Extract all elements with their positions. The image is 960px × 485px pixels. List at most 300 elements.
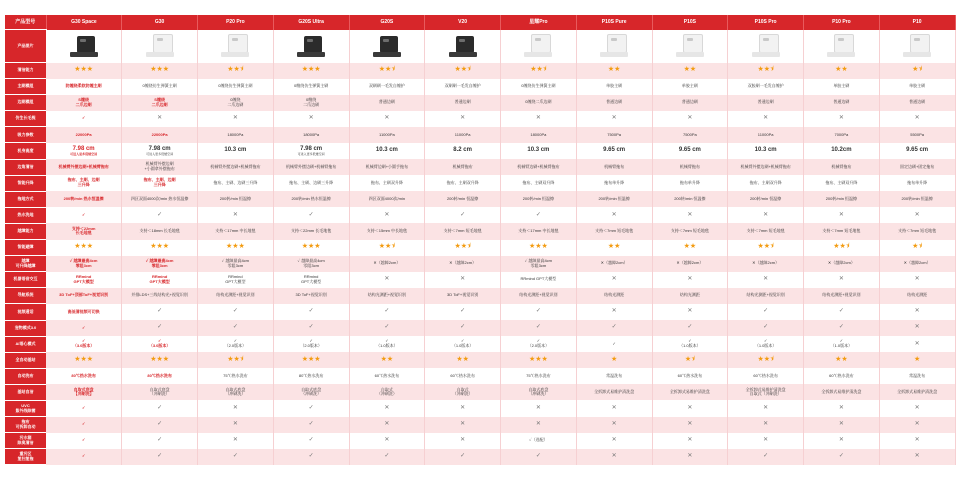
spec-value: 0缠绕 二爪边刷 xyxy=(303,96,320,107)
spec-cell xyxy=(349,417,425,433)
spec-cell xyxy=(198,304,274,320)
spec-value: 支持＜7mm 短毛地毯 xyxy=(595,228,634,234)
spec-cell xyxy=(804,223,880,239)
spec-label: 越障 可升降越障 xyxy=(5,256,46,272)
spec-label: 边角清洁 xyxy=(5,159,46,175)
spec-value: 9.65 cm xyxy=(678,147,701,154)
highlight-value: 22000Pa xyxy=(151,131,168,137)
spec-value: 拖布、主刷双升降 xyxy=(749,179,782,185)
rating-stars: ★⯨ xyxy=(912,66,923,74)
feature-mark: ✕ xyxy=(687,308,693,315)
feature-mark: ✕ xyxy=(838,404,844,411)
spec-value: ✕（越障2cm） xyxy=(752,260,780,266)
spec-cell xyxy=(122,207,198,223)
rating-stars: ★★⯨ xyxy=(454,243,471,251)
spec-cell xyxy=(652,111,728,127)
spec-cell xyxy=(501,240,577,256)
spec-cell xyxy=(804,449,880,465)
spec-cell xyxy=(425,384,501,400)
spec-cell xyxy=(879,272,955,288)
feature-mark: ✕ xyxy=(838,437,844,444)
spec-cell xyxy=(425,63,501,79)
spec-cell xyxy=(728,191,804,207)
spec-cell xyxy=(652,433,728,449)
feature-mark: ✕ xyxy=(763,404,769,411)
spec-row xyxy=(5,207,955,223)
highlight-value: RRmind GPT大模型 xyxy=(73,273,94,284)
spec-cell xyxy=(652,207,728,223)
feature-mark: ✕ xyxy=(460,437,466,444)
spec-row xyxy=(5,95,955,111)
spec-cell xyxy=(501,384,577,400)
feature-mark: ✕ xyxy=(763,276,769,283)
spec-value: 7000Pa xyxy=(834,131,849,137)
highlight-value: 支持＜22mm 长毛地毯 xyxy=(71,225,96,236)
spec-cell xyxy=(728,223,804,239)
feature-mark: ✓ xyxy=(535,308,541,315)
spec-cell xyxy=(501,400,577,416)
spec-cell xyxy=(652,400,728,416)
spec-cell xyxy=(501,95,577,111)
spec-cell xyxy=(804,191,880,207)
spec-value: 60℃热水洗布 xyxy=(450,372,475,378)
spec-cell xyxy=(576,417,652,433)
spec-value: 单胶主刷 xyxy=(681,83,698,89)
spec-value: 拖布单升降 xyxy=(604,179,625,185)
feature-mark: ✓ xyxy=(157,404,163,411)
spec-value: 结构光测距+视觉识别 xyxy=(367,292,407,298)
spec-value: 10.3 cm xyxy=(527,147,550,154)
spec-cell xyxy=(122,111,198,127)
feature-mark: ✓ xyxy=(535,453,541,460)
spec-cell xyxy=(122,143,198,159)
feature-mark: ✕ xyxy=(535,404,541,411)
header-row xyxy=(5,15,955,30)
spec-cell xyxy=(576,336,652,352)
spec-value: 普通边刷 xyxy=(606,99,623,105)
highlight-value: ✓ （3.0版本） xyxy=(148,338,171,349)
spec-value: 60℃热水洗布 xyxy=(829,372,854,378)
spec-cell xyxy=(728,240,804,256)
spec-cell xyxy=(576,320,652,336)
highlight-value: 拖布、主刷、边刷 三升降 xyxy=(67,177,100,188)
spec-cell xyxy=(501,256,577,272)
spec-cell xyxy=(273,63,349,79)
feature-mark: ✓ xyxy=(157,453,163,460)
rating-stars: ★⯨ xyxy=(684,356,695,364)
spec-label: 边刷模组 xyxy=(5,95,46,111)
spec-cell xyxy=(425,368,501,384)
spec-cell xyxy=(198,256,274,272)
spec-cell xyxy=(46,159,122,175)
spec-cell xyxy=(273,272,349,288)
spec-cell xyxy=(122,95,198,111)
spec-value: 60℃热水洗布 xyxy=(374,372,400,378)
spec-cell xyxy=(879,79,955,95)
spec-value: 结构光测距 xyxy=(604,292,625,298)
spec-cell xyxy=(198,207,274,223)
feature-mark: ✓ xyxy=(308,437,314,444)
spec-label: 宠物模式3.0 xyxy=(5,320,46,336)
spec-value: 9.65 cm xyxy=(906,147,929,154)
spec-cell xyxy=(349,95,425,111)
spec-cell xyxy=(576,79,652,95)
robot-vacuum-station-image xyxy=(747,33,785,59)
spec-cell xyxy=(273,320,349,336)
spec-cell xyxy=(122,256,198,272)
spec-cell xyxy=(879,304,955,320)
spec-value: 3D ToF+视觉识别 xyxy=(295,292,327,298)
spec-label: 重污区 复扫复拖 xyxy=(5,449,46,465)
spec-value: 全拆卸式易维护清洗盘 自取式（冲刷洗） xyxy=(745,386,786,397)
spec-label: AI语心模式 xyxy=(5,336,46,352)
spec-cell xyxy=(652,223,728,239)
spec-cell xyxy=(349,256,425,272)
feature-mark: ✕ xyxy=(914,324,920,331)
spec-cell xyxy=(501,175,577,191)
spec-cell xyxy=(46,63,122,79)
rating-stars: ★★★ xyxy=(74,66,94,74)
spec-cell xyxy=(425,352,501,368)
spec-cell xyxy=(728,288,804,304)
spec-value: 支持＜22mm 长毛地毯 xyxy=(291,228,332,234)
spec-value: 拖布、主刷双升降 xyxy=(370,179,403,185)
rating-stars: ★★★ xyxy=(74,356,94,364)
spec-value: 75℃热水洗布 xyxy=(526,372,551,378)
spec-value: ✓ （1.0版本） xyxy=(376,338,398,349)
feature-mark: ✕ xyxy=(611,421,617,428)
spec-cell xyxy=(728,95,804,111)
spec-cell xyxy=(46,223,122,239)
spec-value: 支持＜17mm 中长地毯 xyxy=(518,228,559,234)
spec-cell xyxy=(273,433,349,449)
feature-mark: ✕ xyxy=(914,437,920,444)
spec-cell xyxy=(728,449,804,465)
product-image-cell xyxy=(349,30,425,63)
spec-cell xyxy=(501,417,577,433)
robot-vacuum-station-image xyxy=(216,33,254,59)
spec-cell xyxy=(349,159,425,175)
spec-value: 结构光测距 xyxy=(907,292,928,298)
spec-cell xyxy=(198,400,274,416)
feature-mark: ✕ xyxy=(384,211,390,218)
rating-stars: ★★★ xyxy=(150,66,170,74)
spec-value: RRmind GPT大模型 xyxy=(520,276,557,282)
spec-value: ✓ （2.0版本） xyxy=(224,338,247,349)
spec-value: 9.65 cm xyxy=(603,147,626,154)
spec-value: 8.2 cm xyxy=(453,147,472,154)
feature-mark: ✓ xyxy=(157,421,163,428)
spec-cell xyxy=(576,384,652,400)
feature-mark: ✕ xyxy=(914,211,920,218)
product-image-cell xyxy=(273,30,349,63)
spec-cell xyxy=(804,256,880,272)
product-image-cell xyxy=(576,30,652,63)
spec-cell xyxy=(273,207,349,223)
spec-cell xyxy=(349,384,425,400)
spec-cell xyxy=(804,63,880,79)
spec-value: 18000Pa xyxy=(530,131,547,137)
spec-value: ✓ （1.0版本） xyxy=(754,338,777,349)
spec-value: ✕（越障2cm） xyxy=(600,260,628,266)
spec-cell xyxy=(879,63,955,79)
spec-cell xyxy=(879,191,955,207)
feature-mark: ✓ xyxy=(763,453,769,460)
spec-row xyxy=(5,272,955,288)
spec-cell xyxy=(198,79,274,95)
spec-value: 自取式底盘 （冲刷洗） xyxy=(301,386,322,397)
spec-cell xyxy=(349,143,425,159)
spec-cell xyxy=(804,288,880,304)
spec-value: 拖布单升降 xyxy=(907,179,928,185)
spec-label: 清洁能力 xyxy=(5,63,46,79)
spec-cell xyxy=(728,320,804,336)
feature-mark: ✕ xyxy=(611,404,617,411)
feature-mark: ✕ xyxy=(914,115,920,122)
spec-cell xyxy=(576,368,652,384)
product-image-cell xyxy=(728,30,804,63)
spec-cell xyxy=(273,449,349,465)
spec-cell xyxy=(46,256,122,272)
spec-cell xyxy=(576,223,652,239)
feature-mark: ✕ xyxy=(687,453,693,460)
spec-label: UVC 紫外线除菌 xyxy=(5,400,46,416)
spec-cell xyxy=(349,63,425,79)
spec-cell xyxy=(576,143,652,159)
rating-stars: ★★★ xyxy=(301,356,321,364)
spec-value: 5500Pa xyxy=(910,131,925,137)
feature-mark: ✓ xyxy=(687,324,693,331)
rating-stars: ★ xyxy=(913,356,921,364)
spec-cell xyxy=(652,191,728,207)
rating-stars: ★ xyxy=(610,356,618,364)
spec-value: 200转/min 恒温擦 xyxy=(446,195,479,201)
spec-cell xyxy=(652,320,728,336)
feature-mark: ✓ xyxy=(384,324,390,331)
feature-mark: ✕ xyxy=(460,421,466,428)
spec-value: 普通边刷 xyxy=(454,99,471,105)
spec-cell xyxy=(728,368,804,384)
spec-cell xyxy=(879,336,955,352)
spec-row xyxy=(5,352,955,368)
spec-cell xyxy=(804,175,880,191)
spec-cell xyxy=(46,95,122,111)
spec-value: 四区双面4000次/min xyxy=(368,195,406,201)
spec-cell xyxy=(501,288,577,304)
spec-cell xyxy=(198,320,274,336)
spec-cell xyxy=(879,288,955,304)
highlight-value: ✓ 越障最高4cm 零阻3cm xyxy=(69,257,98,268)
spec-cell xyxy=(501,143,577,159)
spec-cell xyxy=(349,240,425,256)
product-name: P10 xyxy=(879,15,955,30)
spec-cell xyxy=(501,352,577,368)
spec-value: 单胶主刷 xyxy=(833,83,850,89)
robot-vacuum-station-image xyxy=(292,33,330,59)
spec-row xyxy=(5,191,955,207)
image-row-label: 产品图片 xyxy=(5,30,46,63)
spec-cell xyxy=(501,272,577,288)
spec-cell xyxy=(46,143,122,159)
spec-label: 拖布 可拆卸自动 xyxy=(5,417,46,433)
spec-cell xyxy=(728,336,804,352)
spec-cell xyxy=(804,368,880,384)
spec-value: 3D ToF+视觉识别 xyxy=(447,292,479,298)
spec-value: 自取式 （冲刷洗） xyxy=(376,386,397,397)
spec-cell xyxy=(576,449,652,465)
spec-value: 支持＜7mm 短毛地毯 xyxy=(746,228,785,234)
spec-value: ✓ （2.0版本） xyxy=(527,338,550,349)
spec-cell xyxy=(879,240,955,256)
spec-cell xyxy=(122,191,198,207)
robot-vacuum-station-image xyxy=(141,33,179,59)
spec-cell xyxy=(46,127,122,143)
spec-cell xyxy=(804,352,880,368)
spec-cell xyxy=(501,127,577,143)
spec-cell xyxy=(804,400,880,416)
image-row xyxy=(5,30,955,63)
spec-value: 支持＜7mm 短毛地毯 xyxy=(670,228,709,234)
comparison-table xyxy=(5,15,956,465)
rating-stars: ★★ xyxy=(683,243,697,251)
product-image-cell xyxy=(46,30,122,63)
spec-value: 拖布单升降 xyxy=(679,179,700,185)
robot-vacuum-station-image xyxy=(595,33,633,59)
spec-cell xyxy=(652,256,728,272)
spec-value: 60℃热水洗布 xyxy=(753,372,778,378)
spec-cell xyxy=(46,336,122,352)
spec-cell xyxy=(349,336,425,352)
spec-cell xyxy=(425,304,501,320)
spec-cell xyxy=(501,304,577,320)
highlight-value: 3D ToF+顶部ToF+视觉识别 xyxy=(59,292,109,298)
spec-value: 18000Pa xyxy=(303,131,320,137)
spec-cell xyxy=(273,159,349,175)
feature-mark: ✕ xyxy=(687,421,693,428)
feature-mark: ✕ xyxy=(838,115,844,122)
spec-cell xyxy=(122,79,198,95)
spec-cell xyxy=(198,417,274,433)
spec-cell xyxy=(46,320,122,336)
highlight-value: ✓ xyxy=(81,421,86,427)
spec-value: 200转/min 恒温擦 xyxy=(522,195,555,201)
highlight-value: 高低清视频可切换 xyxy=(67,308,100,314)
spec-value: 自取式 （冲刷洗） xyxy=(452,386,473,397)
spec-label: 机器语音交互 xyxy=(5,272,46,288)
spec-cell xyxy=(122,272,198,288)
product-image-cell xyxy=(804,30,880,63)
spec-cell xyxy=(576,175,652,191)
spec-value: 拖布、主刷、边刷三升降 xyxy=(289,179,334,185)
spec-cell xyxy=(425,95,501,111)
spec-cell xyxy=(122,159,198,175)
spec-cell xyxy=(122,352,198,368)
feature-mark: ✓ xyxy=(838,453,844,460)
spec-cell xyxy=(122,63,198,79)
spec-cell xyxy=(576,256,652,272)
spec-value: 全拆卸式易维护清洗盘 xyxy=(669,389,710,395)
feature-mark: ✓ xyxy=(460,308,466,315)
spec-cell xyxy=(122,384,198,400)
spec-cell xyxy=(501,336,577,352)
spec-cell xyxy=(349,352,425,368)
feature-mark: ✕ xyxy=(914,421,920,428)
spec-value: 200转/min 恒温擦 xyxy=(598,195,630,201)
spec-value: 200转/min 恒温擦 xyxy=(749,195,782,201)
spec-cell xyxy=(198,191,274,207)
spec-value: 60℃热水洗布 xyxy=(677,372,703,378)
rating-stars: ★★ xyxy=(835,66,848,74)
spec-cell xyxy=(46,304,122,320)
spec-cell xyxy=(879,159,955,175)
feature-mark: ✕ xyxy=(232,115,238,122)
spec-cell xyxy=(576,288,652,304)
feature-mark: ✓ xyxy=(157,437,163,444)
spec-cell xyxy=(198,175,274,191)
spec-cell xyxy=(728,175,804,191)
spec-cell xyxy=(501,79,577,95)
spec-value: 拖布、主刷双升降 xyxy=(446,179,479,185)
spec-value: 并排LDS+三线结构光+视觉识别 xyxy=(131,292,188,298)
spec-cell xyxy=(46,240,122,256)
highlight-value: 机械臂外摆边刷+机械臂拖布 xyxy=(58,163,109,169)
rating-stars: ★★⯨ xyxy=(757,243,774,251)
spec-cell xyxy=(425,433,501,449)
rating-stars: ★★★ xyxy=(528,243,548,251)
feature-mark: ✕ xyxy=(687,115,693,122)
spec-row xyxy=(5,336,955,352)
feature-mark: ✓ xyxy=(460,211,466,218)
spec-cell xyxy=(576,433,652,449)
spec-row xyxy=(5,304,955,320)
spec-cell xyxy=(46,449,122,465)
spec-cell xyxy=(652,79,728,95)
spec-cell xyxy=(652,272,728,288)
spec-value: 普通边刷 xyxy=(757,99,774,105)
spec-cell xyxy=(198,272,274,288)
spec-row xyxy=(5,127,955,143)
spec-cell xyxy=(501,191,577,207)
spec-value: 支持＜7mm 短毛地毯 xyxy=(822,228,861,234)
spec-cell xyxy=(349,79,425,95)
product-name: P10S xyxy=(652,15,728,30)
spec-cell xyxy=(879,207,955,223)
spec-row xyxy=(5,111,955,127)
product-image-cell xyxy=(879,30,955,63)
feature-mark: ✓ xyxy=(384,453,390,460)
spec-value: 80℃热水洗布 xyxy=(298,372,324,378)
spec-cell xyxy=(46,191,122,207)
rating-stars: ★★⯨ xyxy=(530,66,547,74)
spec-value: 200转/min 恒温擦 xyxy=(901,195,933,201)
spec-value: RRmind GPT大模型 xyxy=(301,273,322,284)
spec-cell xyxy=(425,79,501,95)
spec-value: 200转/min 恒温擦 xyxy=(674,195,706,201)
spec-row xyxy=(5,79,955,95)
feature-mark: ✓ xyxy=(308,421,314,428)
spec-row xyxy=(5,256,955,272)
spec-value: 结构光测距+视觉识别 xyxy=(519,292,558,298)
spec-cell xyxy=(652,368,728,384)
highlight-value: RRmind GPT大模型 xyxy=(149,273,170,284)
spec-cell xyxy=(273,304,349,320)
highlight-value: 80℃热水洗布 xyxy=(147,372,172,378)
spec-value: 机械臂外摆边刷 +小圆拿外摆拖布 xyxy=(144,161,175,172)
spec-cell xyxy=(652,304,728,320)
spec-cell xyxy=(879,175,955,191)
spec-value: ✓ 越障最高4cm 零阻3cm xyxy=(524,257,552,268)
spec-value: 支持＜15mm 中长地毯 xyxy=(366,228,407,234)
